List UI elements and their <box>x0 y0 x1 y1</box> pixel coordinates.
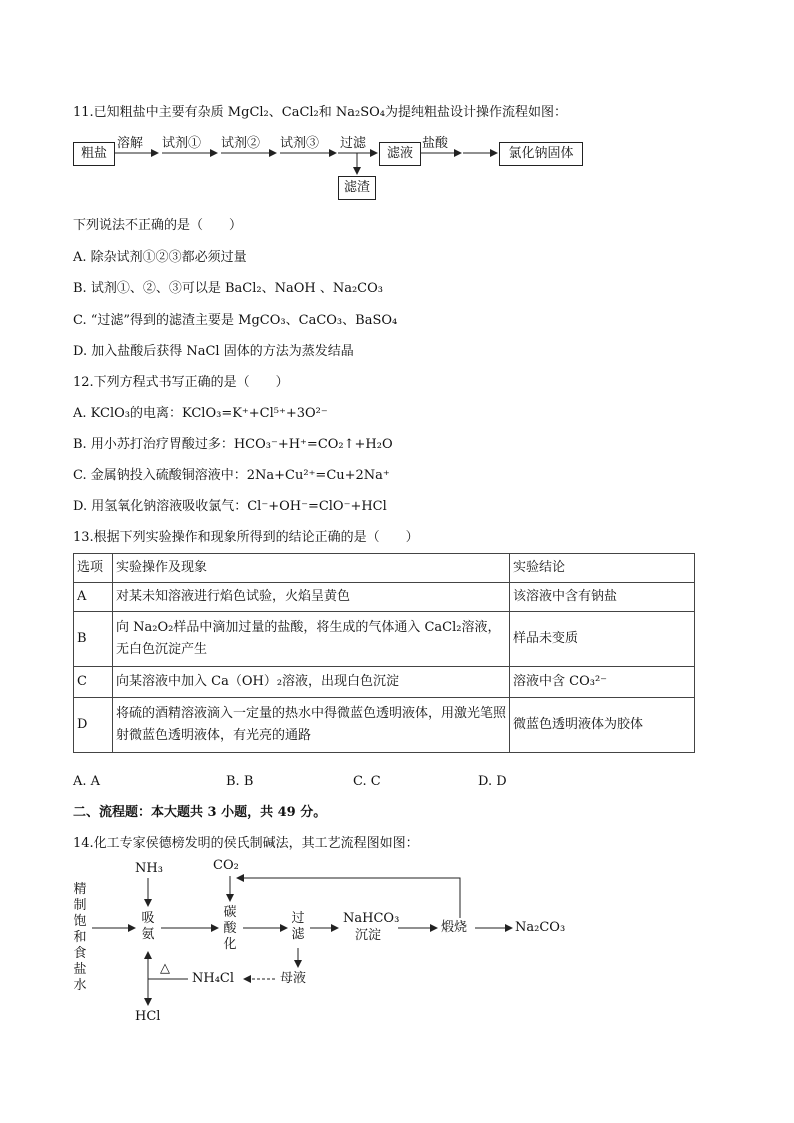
row-b-conclusion: 样品未变质 <box>510 612 695 667</box>
carbonation-label: 碳酸化 <box>223 905 237 952</box>
reagent2-label: 试剂② <box>221 136 261 151</box>
q13-answer-d: D. D <box>478 774 507 789</box>
co2-label: CO₂ <box>213 858 239 873</box>
q11-option-c: C. “过滤”得到的滤渣主要是 MgCO₃、CaCO₃、BaSO₄ <box>73 313 398 328</box>
reagent3-label: 试剂③ <box>280 136 320 151</box>
q11-prompt: 下列说法不正确的是（ ） <box>73 218 243 233</box>
nacl-solid-box: 氯化钠固体 <box>499 142 583 166</box>
q11-option-a: A. 除杂试剂①②③都必须过量 <box>73 250 247 265</box>
filter-label: 过滤 <box>291 911 305 942</box>
section-2-heading: 二、流程题：本大题共 3 小题，共 49 分。 <box>73 805 327 820</box>
row-c-operation: 向某溶液中加入 Ca（OH）₂溶液，出现白色沉淀 <box>113 667 510 698</box>
q12-option-d: D. 用氢氧化钠溶液吸收氯气：Cl⁻+OH⁻=ClO⁻+HCl <box>73 499 387 514</box>
dissolve-label: 溶解 <box>117 136 144 151</box>
heat-symbol: △ <box>160 961 170 976</box>
hcl-product-label: HCl <box>135 1009 161 1024</box>
q13-stem: 13.根据下列实验操作和现象所得到的结论正确的是（ ） <box>73 530 419 545</box>
q13-answer-c: C. C <box>353 774 381 789</box>
brine-label: 精制饱和食盐水 <box>73 882 87 993</box>
row-a-conclusion: 该溶液中含有钠盐 <box>510 583 695 612</box>
q14-stem: 14.化工专家侯德榜发明的侯氏制碱法，其工艺流程图如图： <box>73 836 419 851</box>
precipitate-label: 沉淀 <box>355 928 382 943</box>
residue-box: 滤渣 <box>338 176 376 200</box>
q11-option-b: B. 试剂①、②、③可以是 BaCl₂、NaOH 、Na₂CO₃ <box>73 281 383 296</box>
row-d-operation: 将硫的酒精溶液滴入一定量的热水中得微蓝色透明液体，用激光笔照射微蓝色透明液体，有光亮的通路 <box>113 698 510 753</box>
crude-salt-box: 粗盐 <box>73 142 115 166</box>
mother-liquor-label: 母液 <box>280 971 307 986</box>
nh4cl-label: NH₄Cl <box>192 971 235 986</box>
row-d-conclusion: 微蓝色透明液体为胶体 <box>510 698 695 753</box>
nahco3-label: NaHCO₃ <box>343 911 400 926</box>
reagent1-label: 试剂① <box>162 136 202 151</box>
filter-label: 过滤 <box>340 136 367 151</box>
q12-stem: 12.下列方程式书写正确的是（ ） <box>73 375 289 390</box>
row-c-option: C <box>74 667 113 698</box>
hcl-label: 盐酸 <box>422 136 449 151</box>
header-conclusion: 实验结论 <box>510 554 695 583</box>
nh3-label: NH₃ <box>135 861 163 876</box>
q12-option-a: A. KClO₃的电离：KClO₃=K⁺+Cl⁵⁺+3O²⁻ <box>73 406 328 421</box>
filtrate-box: 滤液 <box>379 142 421 166</box>
row-a-operation: 对某未知溶液进行焰色试验，火焰呈黄色 <box>113 583 510 612</box>
q12-option-c: C. 金属钠投入硫酸铜溶液中：2Na+Cu²⁺=Cu+2Na⁺ <box>73 468 390 483</box>
row-b-operation: 向 Na₂O₂样品中滴加过量的盐酸，将生成的气体通入 CaCl₂溶液，无白色沉淀产生 <box>113 612 510 667</box>
row-a-option: A <box>74 583 113 612</box>
header-operation: 实验操作及现象 <box>113 554 510 583</box>
absorb-ammonia-label: 吸氨 <box>141 911 155 942</box>
q12-option-b: B. 用小苏打治疗胃酸过多：HCO₃⁻+H⁺=CO₂↑+H₂O <box>73 437 393 452</box>
co2-recycle-line <box>237 878 460 918</box>
row-d-option: D <box>74 698 113 753</box>
q11-option-d: D. 加入盐酸后获得 NaCl 固体的方法为蒸发结晶 <box>73 344 354 359</box>
header-option: 选项 <box>74 554 113 583</box>
calcine-label: 煅烧 <box>441 920 468 935</box>
na2co3-label: Na₂CO₃ <box>515 920 566 935</box>
q13-answer-b: B. B <box>226 774 254 789</box>
q11-stem: 11.已知粗盐中主要有杂质 MgCl₂、CaCl₂和 Na₂SO₄为提纯粗盐设计操作流程如图： <box>73 105 568 120</box>
row-c-conclusion: 溶液中含 CO₃²⁻ <box>510 667 695 698</box>
q13-answer-a: A. A <box>73 774 101 789</box>
row-b-option: B <box>74 612 113 667</box>
